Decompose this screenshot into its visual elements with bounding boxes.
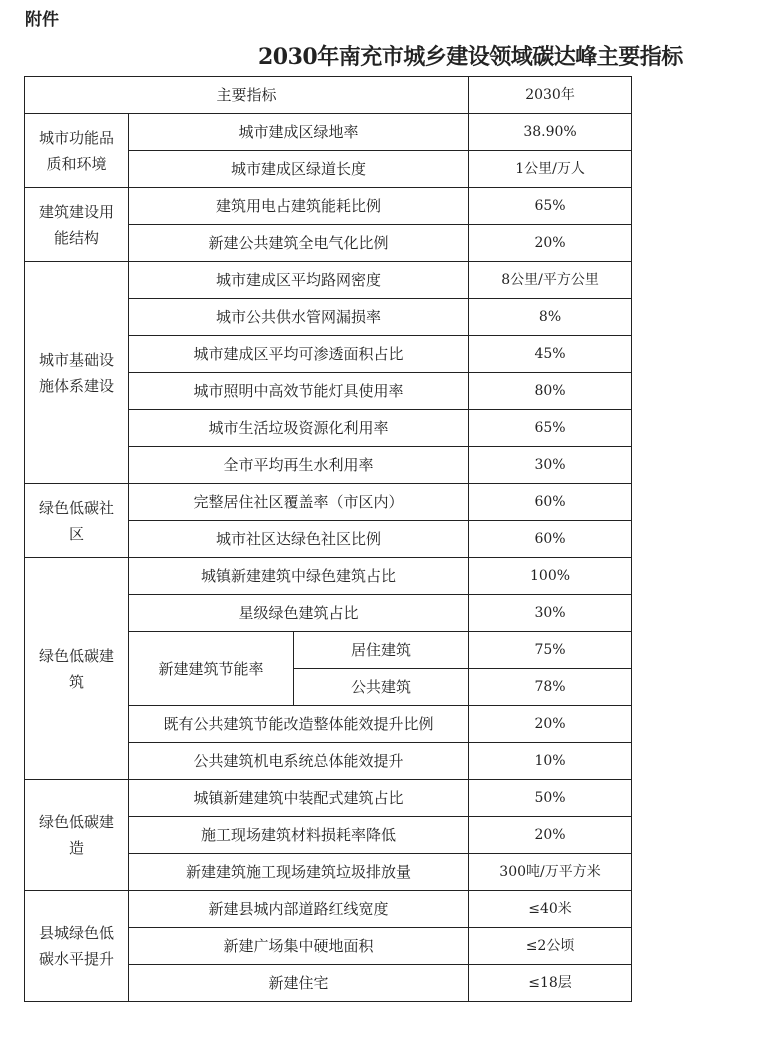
category-cell: 绿色低碳社区 bbox=[25, 484, 129, 558]
indicator-cell: 完整居住社区覆盖率（市区内） bbox=[129, 484, 469, 521]
indicator-cell: 新建建筑节能率 bbox=[129, 632, 294, 706]
value-cell: 80% bbox=[469, 373, 632, 410]
value-cell: 50% bbox=[469, 780, 632, 817]
value-cell: 30% bbox=[469, 447, 632, 484]
table-row bbox=[25, 188, 632, 225]
indicator-table bbox=[24, 76, 632, 1002]
indicator-cell: 全市平均再生水利用率 bbox=[129, 447, 469, 484]
table-header-row bbox=[25, 77, 632, 114]
table-row bbox=[25, 262, 632, 299]
category-cell: 绿色低碳建造 bbox=[25, 780, 129, 891]
category-cell: 县城绿色低碳水平提升 bbox=[25, 891, 129, 1002]
value-cell: ≤18层 bbox=[469, 965, 632, 1002]
value-cell: 20% bbox=[469, 225, 632, 262]
indicator-cell: 施工现场建筑材料损耗率降低 bbox=[129, 817, 469, 854]
indicator-cell: 新建广场集中硬地面积 bbox=[129, 928, 469, 965]
value-cell: 60% bbox=[469, 521, 632, 558]
category-cell: 城市基础设施体系建设 bbox=[25, 262, 129, 484]
indicator-cell: 新建公共建筑全电气化比例 bbox=[129, 225, 469, 262]
table-row bbox=[25, 780, 632, 817]
value-cell: 100% bbox=[469, 558, 632, 595]
value-cell: 65% bbox=[469, 410, 632, 447]
indicator-cell: 建筑用电占建筑能耗比例 bbox=[129, 188, 469, 225]
indicator-cell: 城市公共供水管网漏损率 bbox=[129, 299, 469, 336]
indicator-cell: 公共建筑机电系统总体能效提升 bbox=[129, 743, 469, 780]
attachment-label: 附件 bbox=[25, 10, 59, 30]
value-cell: 60% bbox=[469, 484, 632, 521]
value-cell: 8% bbox=[469, 299, 632, 336]
indicator-cell: 城市生活垃圾资源化利用率 bbox=[129, 410, 469, 447]
category-cell: 绿色低碳建筑 bbox=[25, 558, 129, 780]
indicator-cell: 星级绿色建筑占比 bbox=[129, 595, 469, 632]
header-indicator: 主要指标 bbox=[25, 77, 469, 114]
indicator-cell: 城市建成区绿道长度 bbox=[129, 151, 469, 188]
header-year: 2030年 bbox=[469, 77, 632, 114]
indicator-cell: 新建住宅 bbox=[129, 965, 469, 1002]
value-cell: 75% bbox=[469, 632, 632, 669]
category-cell: 建筑建设用能结构 bbox=[25, 188, 129, 262]
sub-indicator-cell: 居住建筑 bbox=[294, 632, 469, 669]
value-cell: 8公里/平方公里 bbox=[469, 262, 632, 299]
indicator-cell: 新建建筑施工现场建筑垃圾排放量 bbox=[129, 854, 469, 891]
value-cell: 300吨/万平方米 bbox=[469, 854, 632, 891]
indicator-cell: 城市建成区平均路网密度 bbox=[129, 262, 469, 299]
indicator-cell: 城市照明中高效节能灯具使用率 bbox=[129, 373, 469, 410]
value-cell: 78% bbox=[469, 669, 632, 706]
indicator-cell: 城市建成区平均可渗透面积占比 bbox=[129, 336, 469, 373]
indicator-cell: 新建县城内部道路红线宽度 bbox=[129, 891, 469, 928]
page-title: 2030年南充市城乡建设领域碳达峰主要指标 bbox=[258, 44, 683, 70]
indicator-cell: 城镇新建建筑中绿色建筑占比 bbox=[129, 558, 469, 595]
indicator-cell: 城市建成区绿地率 bbox=[129, 114, 469, 151]
value-cell: 20% bbox=[469, 706, 632, 743]
table-row bbox=[25, 558, 632, 595]
value-cell: ≤2公顷 bbox=[469, 928, 632, 965]
value-cell: 38.90% bbox=[469, 114, 632, 151]
value-cell: 45% bbox=[469, 336, 632, 373]
table-row bbox=[25, 484, 632, 521]
indicator-cell: 城市社区达绿色社区比例 bbox=[129, 521, 469, 558]
indicator-cell: 既有公共建筑节能改造整体能效提升比例 bbox=[129, 706, 469, 743]
category-cell: 城市功能品质和环境 bbox=[25, 114, 129, 188]
value-cell: ≤40米 bbox=[469, 891, 632, 928]
indicator-cell: 城镇新建建筑中装配式建筑占比 bbox=[129, 780, 469, 817]
value-cell: 1公里/万人 bbox=[469, 151, 632, 188]
value-cell: 20% bbox=[469, 817, 632, 854]
value-cell: 65% bbox=[469, 188, 632, 225]
sub-indicator-cell: 公共建筑 bbox=[294, 669, 469, 706]
table-row bbox=[25, 891, 632, 928]
value-cell: 10% bbox=[469, 743, 632, 780]
table-row bbox=[25, 114, 632, 151]
value-cell: 30% bbox=[469, 595, 632, 632]
